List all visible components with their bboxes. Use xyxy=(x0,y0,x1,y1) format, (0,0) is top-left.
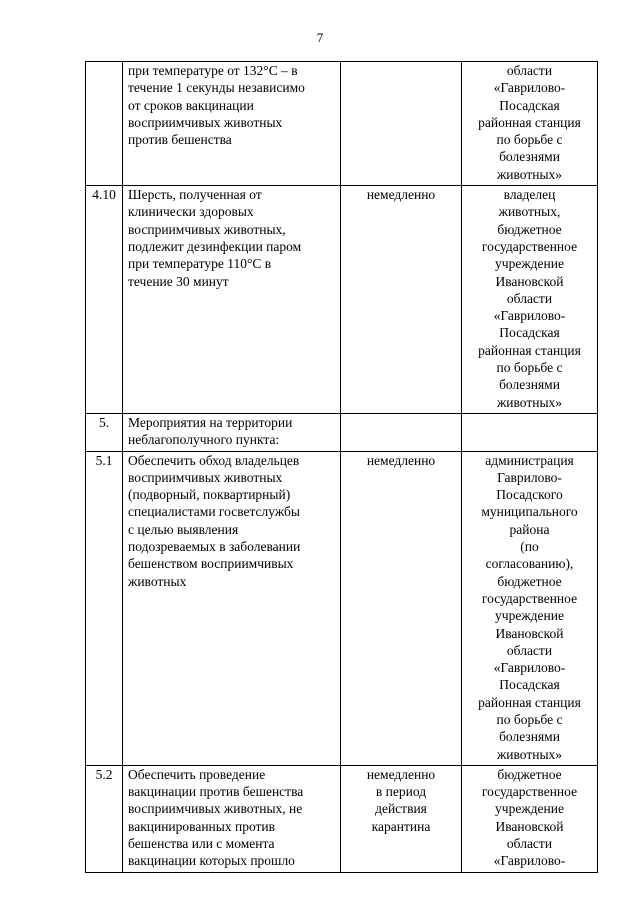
row-number: 4.10 xyxy=(86,186,123,414)
row-number: 5.1 xyxy=(86,451,123,765)
row-responsible: владелец животных, бюджетное государственное учреждение Ивановской области «Гаврилово- Посадская районная станция по борьбе с болезнями животных» xyxy=(462,186,598,414)
row-action: Мероприятия на территории неблагополучного пункта: xyxy=(123,413,341,451)
table-row xyxy=(86,62,598,186)
row-action: Шерсть, полученная от клинически здоровых восприимчивых животных, подлежит дезинфекции паром при температуре 110°С в течение 30 минут xyxy=(123,186,341,414)
row-term: немедленно xyxy=(341,451,462,765)
row-action: Обеспечить проведение вакцинации против бешенства восприимчивых животных, не вакцинированных против бешенства или с момента вакцинации которых прошло xyxy=(123,765,341,872)
row-responsible xyxy=(462,413,598,451)
table-row xyxy=(86,765,598,872)
table-row xyxy=(86,186,598,414)
row-responsible: области «Гаврилово- Посадская районная станция по борьбе с болезнями животных» xyxy=(462,62,598,186)
row-action: при температуре от 132°С – в течение 1 секунды независимо от сроков вакцинации восприимчивых животных против бешенства xyxy=(123,62,341,186)
row-responsible: бюджетное государственное учреждение Ивановской области «Гаврилово- xyxy=(462,765,598,872)
measures-table xyxy=(85,61,598,873)
row-term xyxy=(341,62,462,186)
table-row xyxy=(86,451,598,765)
row-term: немедленно xyxy=(341,186,462,414)
page-number: 7 xyxy=(316,30,324,45)
table-row xyxy=(86,413,598,451)
row-number xyxy=(86,62,123,186)
row-term: немедленно в период действия карантина xyxy=(341,765,462,872)
row-number: 5.2 xyxy=(86,765,123,872)
row-number: 5. xyxy=(86,413,123,451)
row-term xyxy=(341,413,462,451)
row-responsible: администрация Гаврилово- Посадского муниципального района (по согласованию), бюджетное государственное учреждение Ивановской области «Гаврилово- Посадская районная станция по борьбе с болезнями животных» xyxy=(462,451,598,765)
row-action: Обеспечить обход владельцев восприимчивых животных (подворный, поквартирный) специалистами госветслужбы с целью выявления подозреваемых в заболевании бешенством восприимчивых животных xyxy=(123,451,341,765)
